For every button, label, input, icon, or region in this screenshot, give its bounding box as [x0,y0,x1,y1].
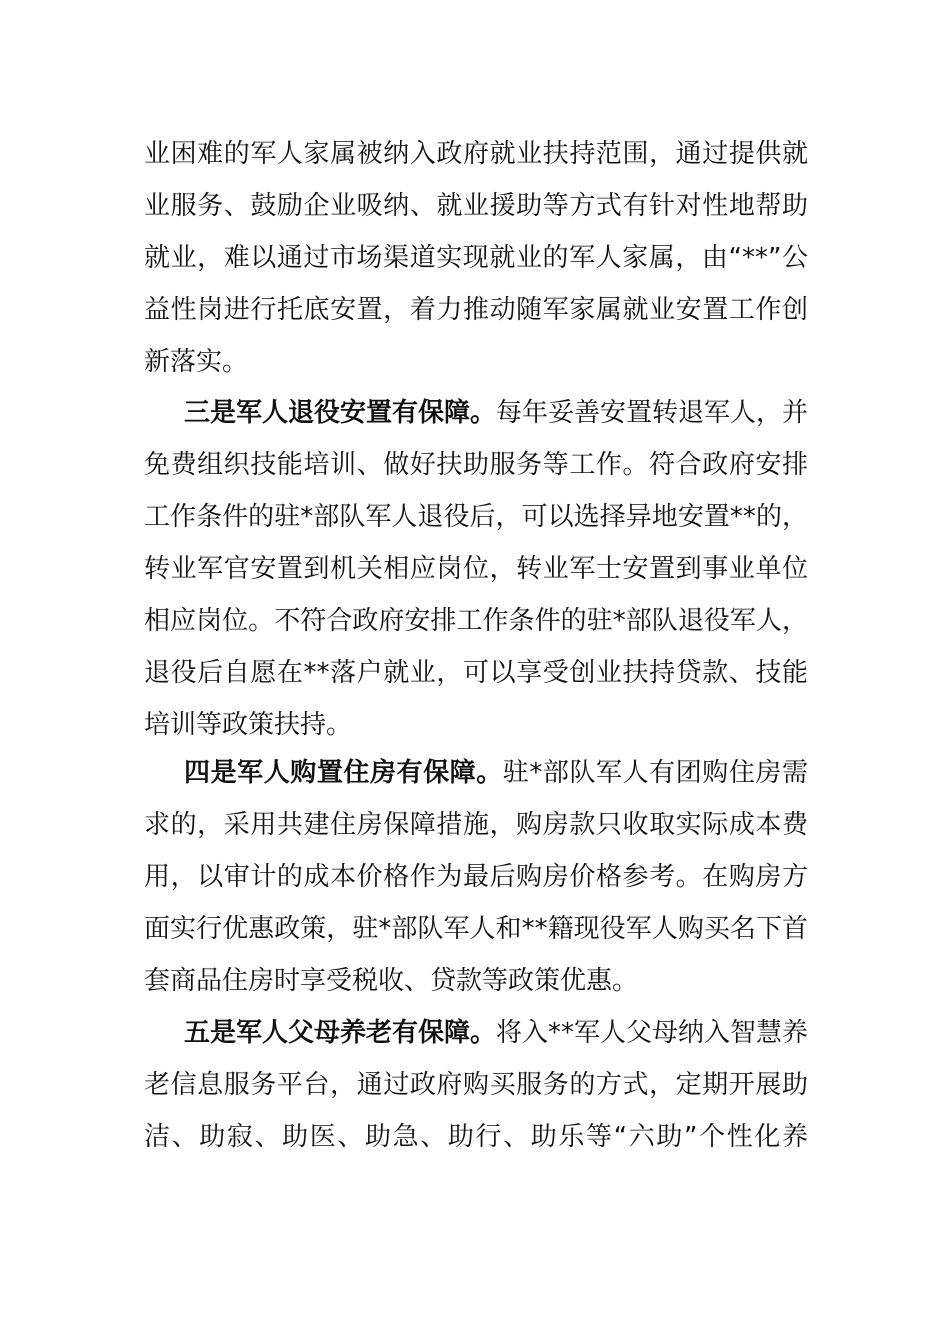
text-line: 业困难的军人家属被纳入政府就业扶持范围，通过提供就 [144,139,808,169]
paragraph-first-line-text: 每年妥善安置转退军人，并 [496,398,808,428]
text-line: 求的，采用共建住房保障措施，购房款只收取实际成本费 [144,810,808,840]
text-line: 就业，难以通过市场渠道实现就业的军人家属，由“**”公 [144,243,808,273]
text-line: 工作条件的驻*部队军人退役后，可以选择异地安置**的， [144,502,808,532]
text-line: 培训等政策扶持。 [144,710,353,740]
paragraph-veteran-placement [144,387,808,751]
paragraph-lead-heading: 四是军人购置住房有保障。 [184,758,503,788]
text-line: 相应岗位。不符合政府安排工作条件的驻*部队退役军人， [144,606,808,636]
text-line: 退役后自愿在**落户就业，可以享受创业扶持贷款、技能 [144,658,808,688]
paragraph-housing [144,747,808,1007]
text-line: 洁、助寂、助医、助急、助行、助乐等“六助”个性化养 [144,1122,808,1152]
paragraph-lead-heading: 三是军人退役安置有保障。 [184,398,497,428]
text-line: 免费组织技能培训、做好扶助服务等工作。符合政府安排 [144,450,808,480]
paragraph-first-line [144,1007,808,1059]
paragraph-first-line [144,747,808,799]
text-line: 新落实。 [144,347,249,377]
paragraph-lead-heading: 五是军人父母养老有保障。 [184,1018,497,1048]
paragraph-elderly-care [144,1007,808,1163]
paragraph-first-line-text: 将入**军人父母纳入智慧养 [496,1018,808,1048]
text-line: 益性岗进行托底安置，着力推动随军家属就业安置工作创 [144,295,808,325]
text-line: 老信息服务平台，通过政府购买服务的方式，定期开展助 [144,1070,808,1100]
text-line: 套商品住房时享受税收、贷款等政策优惠。 [144,966,639,996]
text-line: 用，以审计的成本价格作为最后购房价格参考。在购房方 [144,862,808,892]
paragraph-first-line [144,387,808,439]
paragraph-first-line-text: 驻*部队军人有团购住房需 [502,758,808,788]
text-line: 转业军官安置到机关相应岗位，转业军士安置到事业单位 [144,554,808,584]
paragraph-continuation [144,128,808,388]
text-line: 面实行优惠政策，驻*部队军人和**籍现役军人购买名下首 [144,914,808,944]
text-line: 业服务、鼓励企业吸纳、就业援助等方式有针对性地帮助 [144,191,808,221]
